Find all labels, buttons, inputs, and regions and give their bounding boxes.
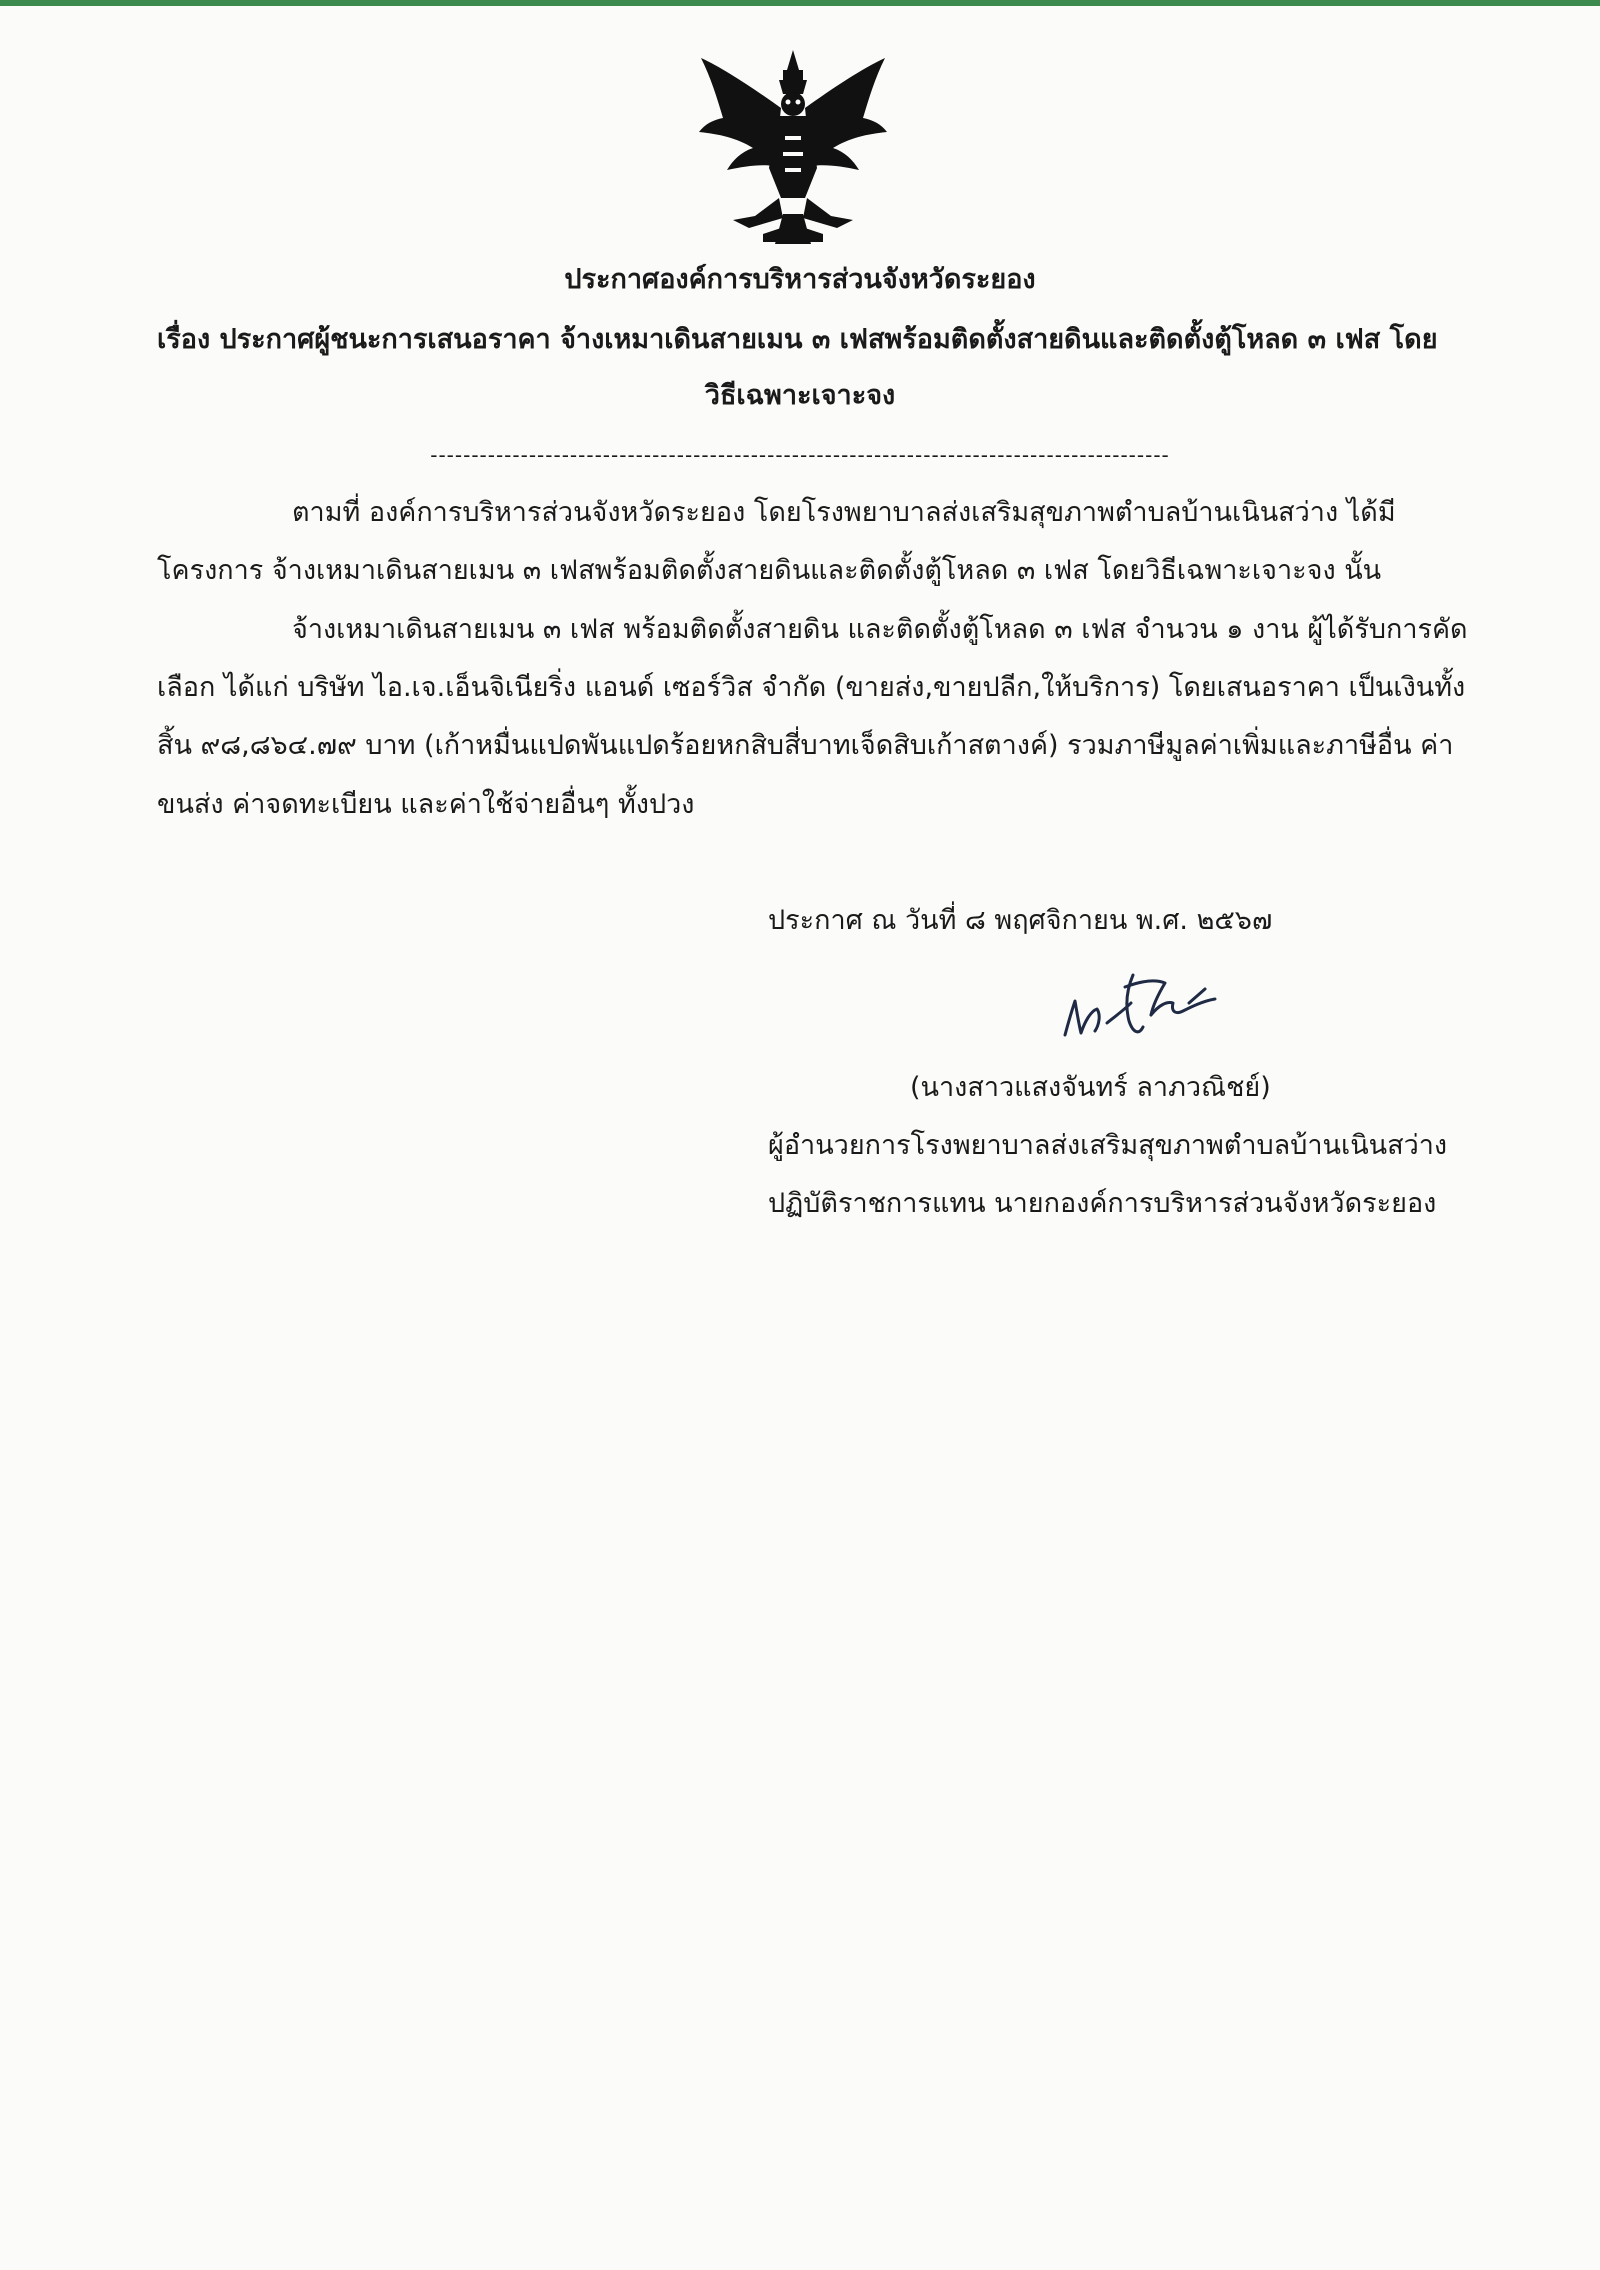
announcement-subject-line-2: วิธีเฉพาะเจาะจง bbox=[704, 380, 896, 411]
signer-position-line-1: ผู้อำนวยการโรงพยาบาลส่งเสริมสุขภาพตำบลบ้านเนินสว่าง bbox=[768, 1130, 1448, 1161]
paragraph-1-line-2: โครงการ จ้างเหมาเดินสายเมน ๓ เฟสพร้อมติดตั้งสายดินและติดตั้งตู้โหลด ๓ เฟส โดยวิธีเฉพาะเจาะจง นั้น bbox=[157, 555, 1382, 586]
paragraph-2-line-4: ขนส่ง ค่าจดทะเบียน และค่าใช้จ่ายอื่นๆ ทั้งปวง bbox=[157, 789, 695, 820]
signer-name: (นางสาวแสงจันทร์ ลาภวณิชย์) bbox=[910, 1072, 1271, 1103]
paragraph-2-line-2: เลือก ได้แก่ บริษัท ไอ.เจ.เอ็นจิเนียริ่ง แอนด์ เซอร์วิส จำกัด (ขายส่ง,ขายปลีก,ให้บริการ) โดยเสนอราคา เป็นเงินทั้ง bbox=[157, 672, 1466, 703]
top-color-strip bbox=[0, 0, 1600, 6]
paragraph-2-line-1: จ้างเหมาเดินสายเมน ๓ เฟส พร้อมติดตั้งสายดิน และติดตั้งตู้โหลด ๓ เฟส จำนวน ๑ งาน ผู้ได้รับการคัด bbox=[292, 614, 1468, 645]
announcement-org-title: ประกาศองค์การบริหารส่วนจังหวัดระยอง bbox=[564, 264, 1036, 295]
header-divider: ------------------------------------------------------------------------------------------ bbox=[430, 443, 1170, 467]
paragraph-1-line-1: ตามที่ องค์การบริหารส่วนจังหวัดระยอง โดยโรงพยาบาลส่งเสริมสุขภาพตำบลบ้านเนินสว่าง ได้มี bbox=[292, 497, 1396, 528]
handwritten-signature bbox=[1055, 965, 1225, 1045]
signer-position-line-2: ปฏิบัติราชการแทน นายกองค์การบริหารส่วนจังหวัดระยอง bbox=[768, 1188, 1437, 1219]
paragraph-2-line-3: สิ้น ๙๘,๘๖๔.๗๙ บาท (เก้าหมื่นแปดพันแปดร้อยหกสิบสี่บาทเจ็ดสิบเก้าสตางค์) รวมภาษีมูลค่าเพิ่มและภาษีอื่น ค่า bbox=[157, 730, 1454, 761]
announcement-subject-line-1: เรื่อง ประกาศผู้ชนะการเสนอราคา จ้างเหมาเดินสายเมน ๓ เฟสพร้อมติดตั้งสายดินและติดตั้งตู้โหลด ๓ เฟส โดย bbox=[157, 324, 1438, 355]
garuda-emblem-icon bbox=[693, 48, 893, 248]
announcement-date: ประกาศ ณ วันที่ ๘ พฤศจิกายน พ.ศ. ๒๕๖๗ bbox=[768, 905, 1273, 936]
